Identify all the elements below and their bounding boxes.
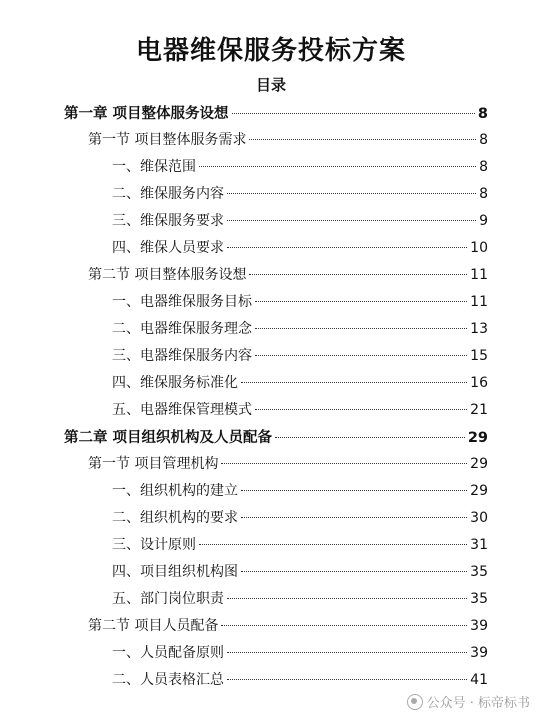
toc-entry-page-number: 13 — [470, 321, 488, 337]
toc-entry[interactable] — [88, 453, 488, 473]
toc-entry-page-number: 39 — [470, 645, 488, 661]
toc-leader-dots — [249, 139, 476, 140]
toc-entry[interactable] — [112, 291, 488, 311]
toc-leader-dots — [255, 328, 467, 329]
toc-entry-label: 第二节 项目整体服务设想 — [88, 267, 247, 283]
toc-entry-label: 一、人员配备原则 — [112, 645, 224, 661]
toc-entry-page-number: 39 — [470, 618, 488, 634]
toc-entry-page-number: 35 — [470, 564, 488, 580]
toc-entry-label: 第二节 项目人员配备 — [88, 618, 219, 634]
toc-entry[interactable] — [112, 156, 488, 176]
toc-entry-label: 四、项目组织机构图 — [112, 564, 238, 580]
toc-leader-dots — [227, 220, 476, 221]
toc-entry-page-number: 8 — [479, 159, 488, 175]
toc-leader-dots — [199, 544, 467, 545]
toc-entry-page-number: 16 — [470, 375, 488, 391]
toc-entry-label: 一、维保范围 — [112, 159, 196, 175]
toc-entry-page-number: 29 — [467, 430, 488, 446]
toc-entry-page-number: 11 — [470, 294, 488, 310]
toc-leader-dots — [227, 193, 476, 194]
toc-entry-label: 四、维保服务标准化 — [112, 375, 238, 391]
wechat-public-account-icon — [407, 694, 423, 710]
toc-leader-dots — [227, 247, 467, 248]
toc-entry-page-number: 11 — [470, 267, 488, 283]
toc-entry-page-number: 8 — [477, 106, 488, 122]
toc-entry[interactable] — [112, 480, 488, 500]
toc-entry-page-number: 15 — [470, 348, 488, 364]
toc-entry-label: 第二章 项目组织机构及人员配备 — [64, 430, 273, 446]
toc-entry[interactable] — [112, 399, 488, 419]
toc-entry-page-number: 21 — [470, 402, 488, 418]
toc-entry[interactable] — [112, 669, 488, 689]
toc-entry-page-number: 30 — [470, 510, 488, 526]
toc-entry[interactable] — [112, 318, 488, 338]
toc-entry[interactable] — [112, 561, 488, 581]
toc-entry[interactable] — [64, 102, 488, 122]
toc-entry[interactable] — [112, 345, 488, 365]
toc-entry-page-number: 41 — [470, 672, 488, 688]
toc-entry-label: 一、电器维保服务目标 — [112, 294, 252, 310]
toc-entry-page-number: 35 — [470, 591, 488, 607]
toc-entry-label: 五、电器维保管理模式 — [112, 402, 252, 418]
toc-entry[interactable] — [112, 588, 488, 608]
toc-entry-label: 一、组织机构的建立 — [112, 483, 238, 499]
toc-entry[interactable] — [88, 129, 488, 149]
toc-entry-label: 二、电器维保服务理念 — [112, 321, 252, 337]
toc-leader-dots — [241, 382, 467, 383]
toc-entry[interactable] — [112, 642, 488, 662]
toc-entry-label: 二、组织机构的要求 — [112, 510, 238, 526]
toc-entry-page-number: 29 — [470, 483, 488, 499]
toc-entry-page-number: 9 — [479, 213, 488, 229]
toc-leader-dots — [227, 679, 467, 680]
toc-entry[interactable] — [112, 372, 488, 392]
toc-leader-dots — [275, 437, 465, 438]
toc-entry[interactable] — [64, 426, 488, 446]
toc-entry-label: 二、人员表格汇总 — [112, 672, 224, 688]
toc-entry-label: 三、设计原则 — [112, 537, 196, 553]
toc-leader-dots — [221, 625, 467, 626]
toc-entry-page-number: 8 — [479, 186, 488, 202]
toc-entry-label: 三、维保服务要求 — [112, 213, 224, 229]
toc-leader-dots — [232, 113, 475, 114]
toc-entry[interactable] — [112, 534, 488, 554]
toc-leader-dots — [199, 166, 476, 167]
toc-leader-dots — [241, 517, 467, 518]
watermark-text: 公众号 · 标帝标书 — [426, 696, 530, 711]
toc-entry-label: 二、维保服务内容 — [112, 186, 224, 202]
toc-leader-dots — [255, 301, 467, 302]
toc-leader-dots — [255, 355, 467, 356]
toc-entry-label: 三、电器维保服务内容 — [112, 348, 252, 364]
toc-entry[interactable] — [112, 183, 488, 203]
toc-leader-dots — [227, 652, 467, 653]
watermark — [407, 692, 530, 711]
toc-leader-dots — [249, 274, 467, 275]
toc-entry-label: 第一节 项目整体服务需求 — [88, 132, 247, 148]
toc-entry-label: 第一节 项目管理机构 — [88, 456, 219, 472]
toc-entry-page-number: 29 — [470, 456, 488, 472]
toc-entry-label: 第一章 项目整体服务设想 — [64, 106, 229, 122]
document-title: 电器维保服务投标方案 — [135, 36, 406, 66]
toc-leader-dots — [241, 571, 467, 572]
toc-leader-dots — [241, 490, 467, 491]
toc-entry[interactable] — [112, 210, 488, 230]
toc-leader-dots — [221, 463, 467, 464]
toc-leader-dots — [255, 409, 467, 410]
toc-entry-page-number: 8 — [479, 132, 488, 148]
toc-heading: 目录 — [255, 76, 286, 94]
toc-entry-page-number: 10 — [470, 240, 488, 256]
toc-entry[interactable] — [88, 264, 488, 284]
toc-entry-label: 五、部门岗位职责 — [112, 591, 224, 607]
toc-entry[interactable] — [112, 237, 488, 257]
toc-entry[interactable] — [112, 507, 488, 527]
toc-leader-dots — [227, 598, 467, 599]
toc-entry[interactable] — [88, 615, 488, 635]
toc-entry-page-number: 31 — [470, 537, 488, 553]
toc-entry-label: 四、维保人员要求 — [112, 240, 224, 256]
